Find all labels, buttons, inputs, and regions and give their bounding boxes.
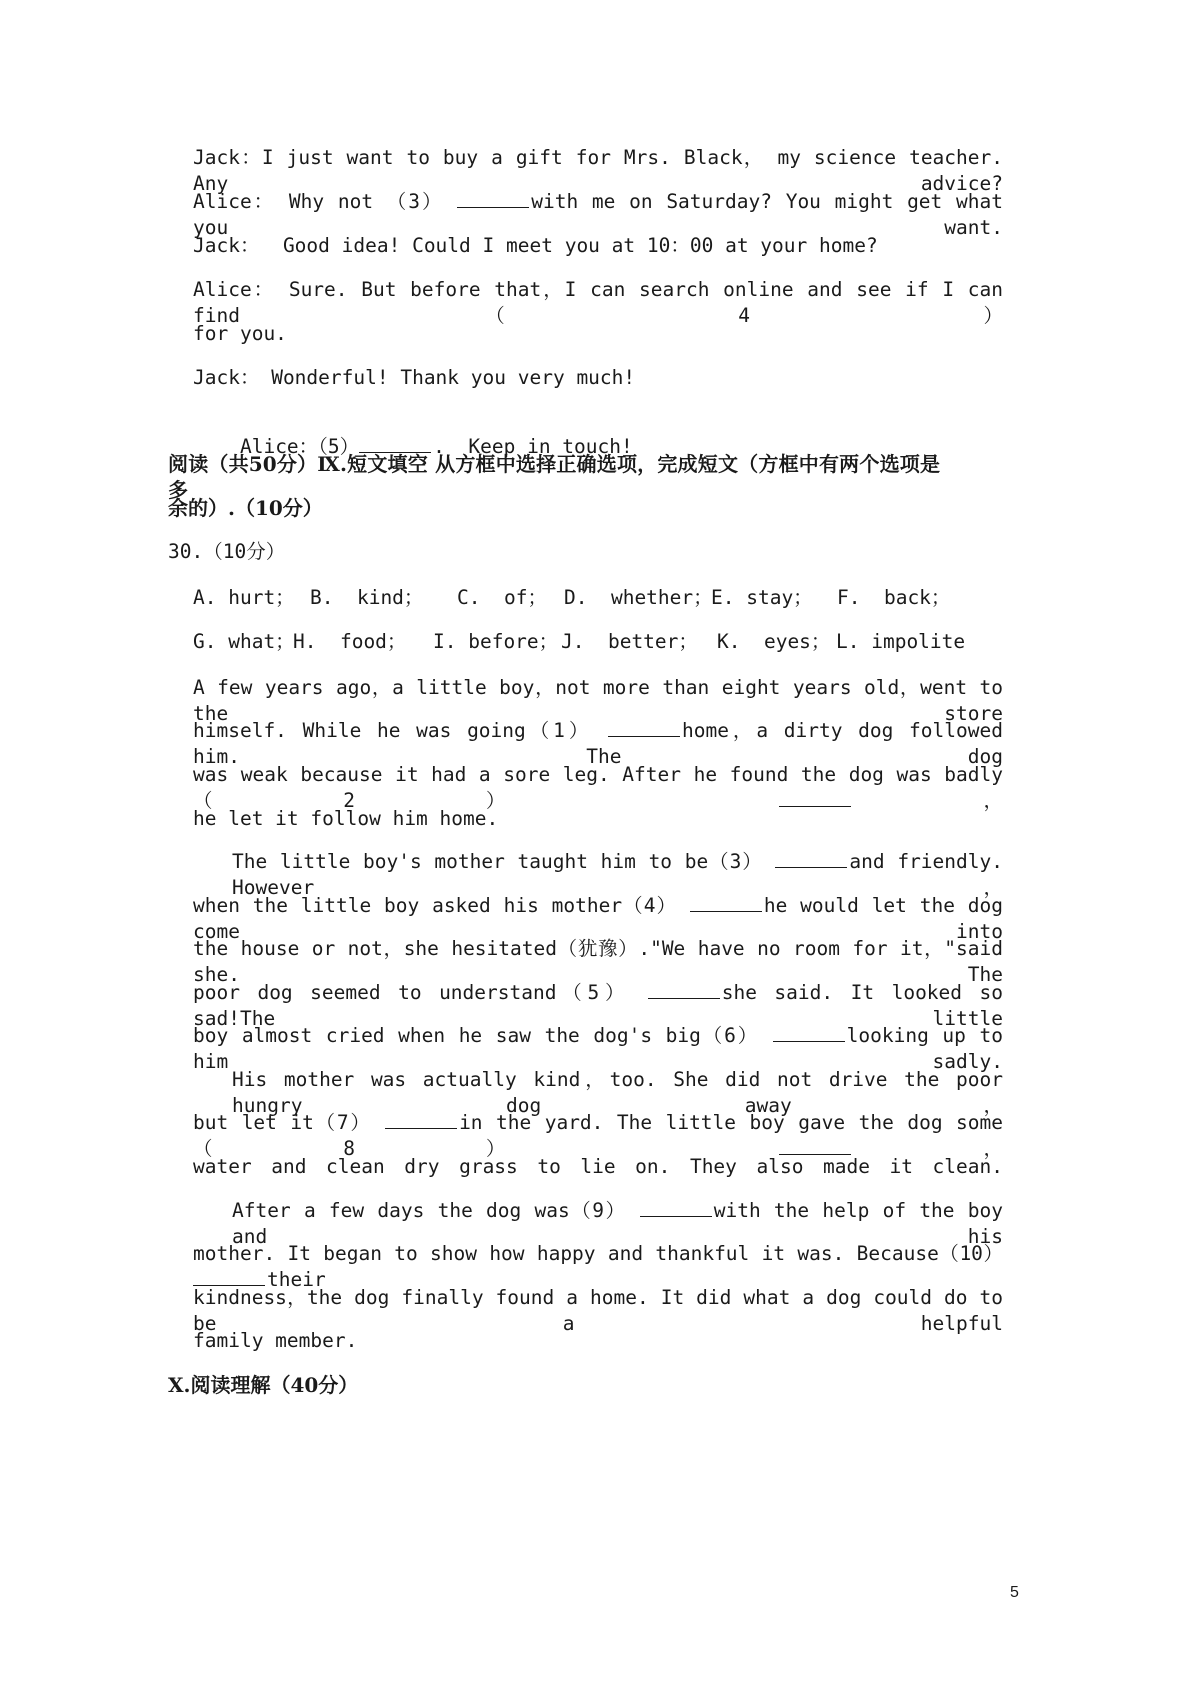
question-number: 30.（10分）	[168, 540, 286, 563]
text: himself. While he was going（1）	[193, 719, 593, 742]
text: boy almost cried when he saw the dog's big（6）	[193, 1024, 760, 1047]
text: ，	[852, 1137, 1003, 1160]
dialogue-line-alice-4: Alice： Sure. But before that，I can search online and see if I can find （4）	[193, 278, 1003, 327]
text: was weak because it had a sore leg. After he found the dog was badly（2）	[193, 763, 1003, 812]
blank-5	[648, 980, 720, 999]
text: and friendly. However，	[232, 850, 1003, 899]
text: their	[267, 1268, 326, 1291]
section-heading-9: 阅读（共50分）Ⅸ.短文填空 从方框中选择正确选项，完成短文（方框中有两个选项是多	[168, 452, 940, 502]
option-l: L. impolite	[836, 630, 966, 653]
passage-line: water and clean dry grass to lie on. They also made it clean.	[193, 1155, 1003, 1178]
section-heading-9-cont: 余的）.（10分）	[168, 496, 323, 520]
option-h: H. food；	[293, 630, 407, 653]
option-d: D. whether；	[564, 586, 713, 609]
passage-line: A few years ago，a little boy，not more than eight years old，went to the store	[193, 676, 1003, 725]
text: he would let the dog come into	[193, 894, 1003, 943]
text: but let it（7）	[193, 1111, 372, 1134]
blank-4	[690, 893, 762, 912]
text: mother. It began to show how happy and thankful it was. Because（10）	[193, 1242, 1003, 1265]
option-b: B. kind；	[310, 586, 424, 609]
passage-line: kindness，the dog finally found a home. It did what a dog could do to be a helpful	[193, 1286, 1003, 1335]
dialogue-line-jack-gift: Jack：I just want to buy a gift for Mrs. Black， my science teacher. Any advice?	[193, 146, 1003, 195]
text: After a few days the dog was（9）	[232, 1199, 627, 1222]
option-c: C. of；	[457, 586, 547, 609]
blank-6	[773, 1023, 845, 1042]
blank-3	[775, 849, 847, 868]
text: when the little boy asked his mother（4）	[193, 894, 678, 917]
text: she said. It looked so sad!The little	[193, 981, 1004, 1030]
blank-3	[457, 189, 529, 208]
text: Alice： Why not （3）	[193, 190, 444, 213]
options-box	[193, 585, 966, 655]
text: The little boy's mother taught him to be（3）	[232, 850, 763, 873]
passage-line: family member.	[193, 1329, 358, 1352]
text: . Keep in touch!	[433, 435, 633, 458]
option-g: G. what；	[193, 630, 295, 653]
page-number: 5	[1010, 1584, 1019, 1601]
text: with the help of the boy and his	[232, 1199, 1003, 1248]
dialogue-line-jack-idea: Jack： Good idea! Could I meet you at 10：00 at your home?	[193, 234, 878, 257]
text: with me on Saturday? You might get what you want.	[193, 190, 1003, 239]
dialogue-line-for-you: for you.	[193, 322, 287, 345]
section-heading-10: X.阅读理解（40分）	[168, 1373, 359, 1397]
text: Alice：（5）	[239, 435, 360, 458]
blank-1	[608, 718, 680, 737]
dialogue-line-jack-thanks: Jack： Wonderful! Thank you very much!	[193, 366, 636, 389]
passage-line: he let it follow him home.	[193, 807, 499, 830]
option-i: I. before；	[433, 630, 559, 653]
text: poor dog seemed to understand（5）	[193, 981, 631, 1004]
blank-8	[779, 1136, 851, 1155]
option-k: K. eyes；	[717, 630, 831, 653]
text: in the yard. The little boy gave the dog some（8）	[193, 1111, 1003, 1160]
option-a: A. hurt；	[193, 586, 295, 609]
text: ，	[852, 789, 1003, 812]
blank-9	[640, 1198, 712, 1217]
passage-line: the house or not，she hesitated（犹豫）."We have no room for it，"said she. The	[193, 937, 1003, 986]
option-j: J. better；	[561, 630, 698, 653]
option-f: F. back；	[837, 586, 951, 609]
blank-7	[385, 1110, 457, 1129]
text: looking up to him sadly.	[193, 1024, 1003, 1073]
option-e: E. stay；	[711, 586, 813, 609]
blank-2	[779, 788, 851, 807]
blank-10	[193, 1267, 265, 1286]
passage-line: His mother was actually kind，too. She did not drive the poor hungry dog away，	[232, 1068, 1003, 1117]
text: home，a dirty dog followed him. The dog	[193, 719, 1003, 768]
